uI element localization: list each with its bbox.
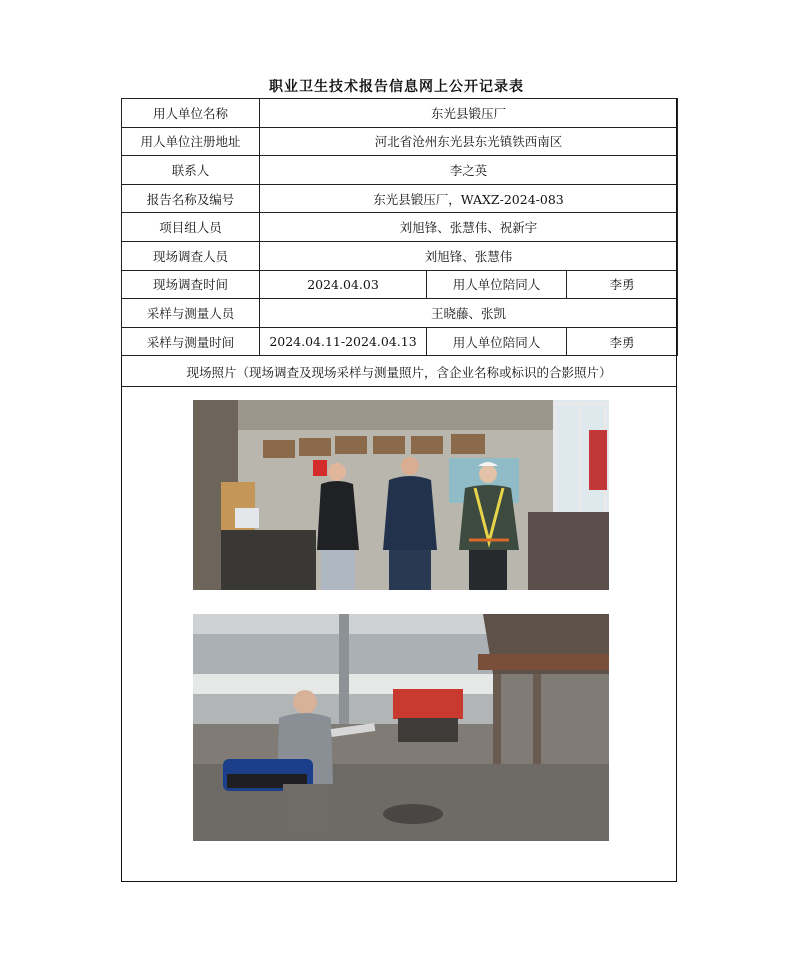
survey-staff-value: 刘旭锋、张慧伟 [260, 241, 678, 270]
row-label: 报告名称及编号 [122, 184, 260, 213]
office-group-photo [193, 400, 609, 590]
table-row [122, 127, 678, 156]
row-label: 项目组人员 [122, 213, 260, 242]
team-value: 刘旭锋、张慧伟、祝新宇 [260, 213, 678, 242]
workshop-sampling-photo [193, 614, 609, 841]
companion-label: 用人单位陪同人 [427, 270, 567, 299]
table-row [122, 270, 678, 299]
survey-time-value: 2024.04.03 [260, 270, 427, 299]
table-row [122, 99, 678, 128]
employer-name-value: 东光县锻压厂 [260, 99, 678, 128]
companion-value: 李勇 [567, 327, 678, 356]
row-label: 联系人 [122, 156, 260, 185]
companion-label: 用人单位陪同人 [427, 327, 567, 356]
row-label: 采样与测量人员 [122, 299, 260, 328]
row-label: 用人单位名称 [122, 99, 260, 128]
table-row [122, 327, 678, 356]
report-value: 东光县锻压厂，WAXZ-2024-083 [260, 184, 678, 213]
table-row [122, 213, 678, 242]
sampling-staff-value: 王晓藤、张凯 [260, 299, 678, 328]
photo-caption: 现场照片（现场调查及现场采样与测量照片，含企业名称或标识的合影照片） [121, 358, 677, 387]
document-title: 职业卫生技术报告信息网上公开记录表 [269, 79, 524, 95]
record-table [121, 98, 678, 356]
row-label: 现场调查时间 [122, 270, 260, 299]
companion-value: 李勇 [567, 270, 678, 299]
table-row [122, 299, 678, 328]
address-value: 河北省沧州东光县东光镇铁西南区 [260, 127, 678, 156]
row-label: 用人单位注册地址 [122, 127, 260, 156]
table-row [122, 241, 678, 270]
contact-value: 李之英 [260, 156, 678, 185]
table-row [122, 156, 678, 185]
sampling-time-value: 2024.04.11-2024.04.13 [260, 327, 427, 356]
row-label: 采样与测量时间 [122, 327, 260, 356]
row-label: 现场调查人员 [122, 241, 260, 270]
table-row [122, 184, 678, 213]
